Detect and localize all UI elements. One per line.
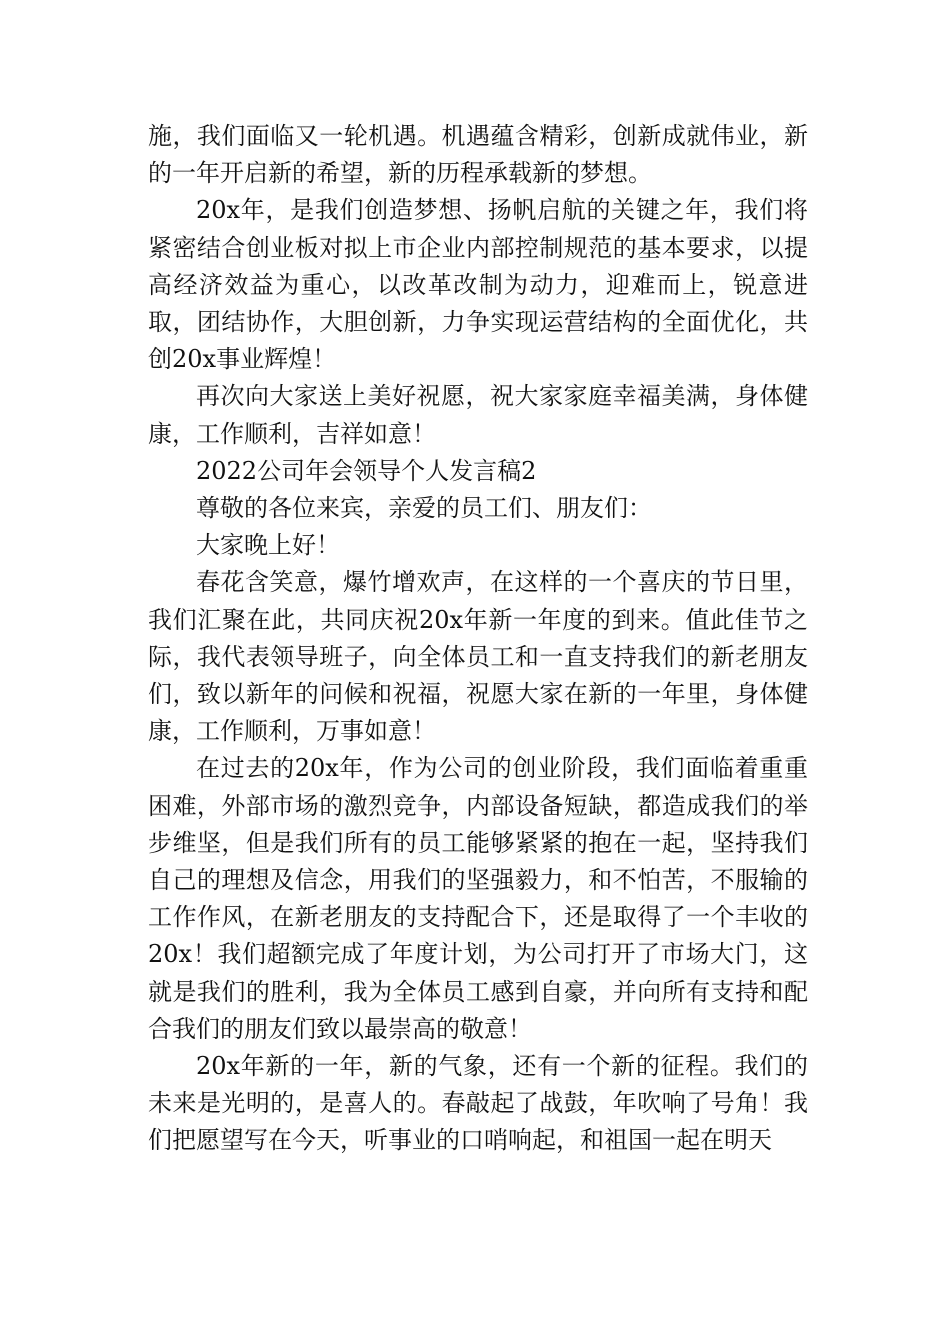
paragraph-1: 施，我们面临又一轮机遇。机遇蕴含精彩，创新成就伟业，新的一年开启新的希望，新的历程承载新的梦想。 [148, 122, 808, 188]
paragraph-2: 20x年，是我们创造梦想、扬帆启航的关键之年，我们将紧密结合创业板对拟上市企业内部控制规范的基本要求，以提高经济效益为重心，以改革改制为动力，迎难而上，锐意进取，团结协作，大胆创新，力争实现运营结构的全面优化，共创20x事业辉煌！ [148, 196, 808, 374]
salutation: 尊敬的各位来宾，亲爱的员工们、朋友们： [196, 494, 652, 523]
greeting: 大家晚上好！ [196, 531, 340, 560]
paragraph-3: 再次向大家送上美好祝愿，祝大家家庭幸福美满，身体健康，工作顺利，吉祥如意！ [148, 382, 808, 448]
paragraph-7: 春花含笑意，爆竹增欢声，在这样的一个喜庆的节日里，我们汇聚在此，共同庆祝20x年新一年度的到来。值此佳节之际，我代表领导班子，向全体员工和一直支持我们的新老朋友们，致以新年的问候和祝福，祝愿大家在新的一年里，身体健康，工作顺利，万事如意！ [148, 568, 808, 746]
document-body [148, 118, 808, 1160]
paragraph-8: 在过去的20x年，作为公司的创业阶段，我们面临着重重困难，外部市场的激烈竞争，内部设备短缺，都造成我们的举步维坚，但是我们所有的员工能够紧紧的抱在一起，坚持我们自己的理想及信念，用我们的坚强毅力，和不怕苦，不服输的工作作风，在新老朋友的支持配合下，还是取得了一个丰收的20x！我们超额完成了年度计划，为公司打开了市场大门，这就是我们的胜利，我为全体员工感到自豪，并向所有支持和配合我们的朋友们致以最崇高的敬意！ [148, 754, 808, 1043]
section-heading: 2022公司年会领导个人发言稿2 [196, 456, 537, 485]
paragraph-9: 20x年新的一年，新的气象，还有一个新的征程。我们的未来是光明的，是喜人的。春敲起了战鼓，年吹响了号角！我们把愿望写在今天，听事业的口哨响起，和祖国一起在明天 [148, 1052, 808, 1155]
